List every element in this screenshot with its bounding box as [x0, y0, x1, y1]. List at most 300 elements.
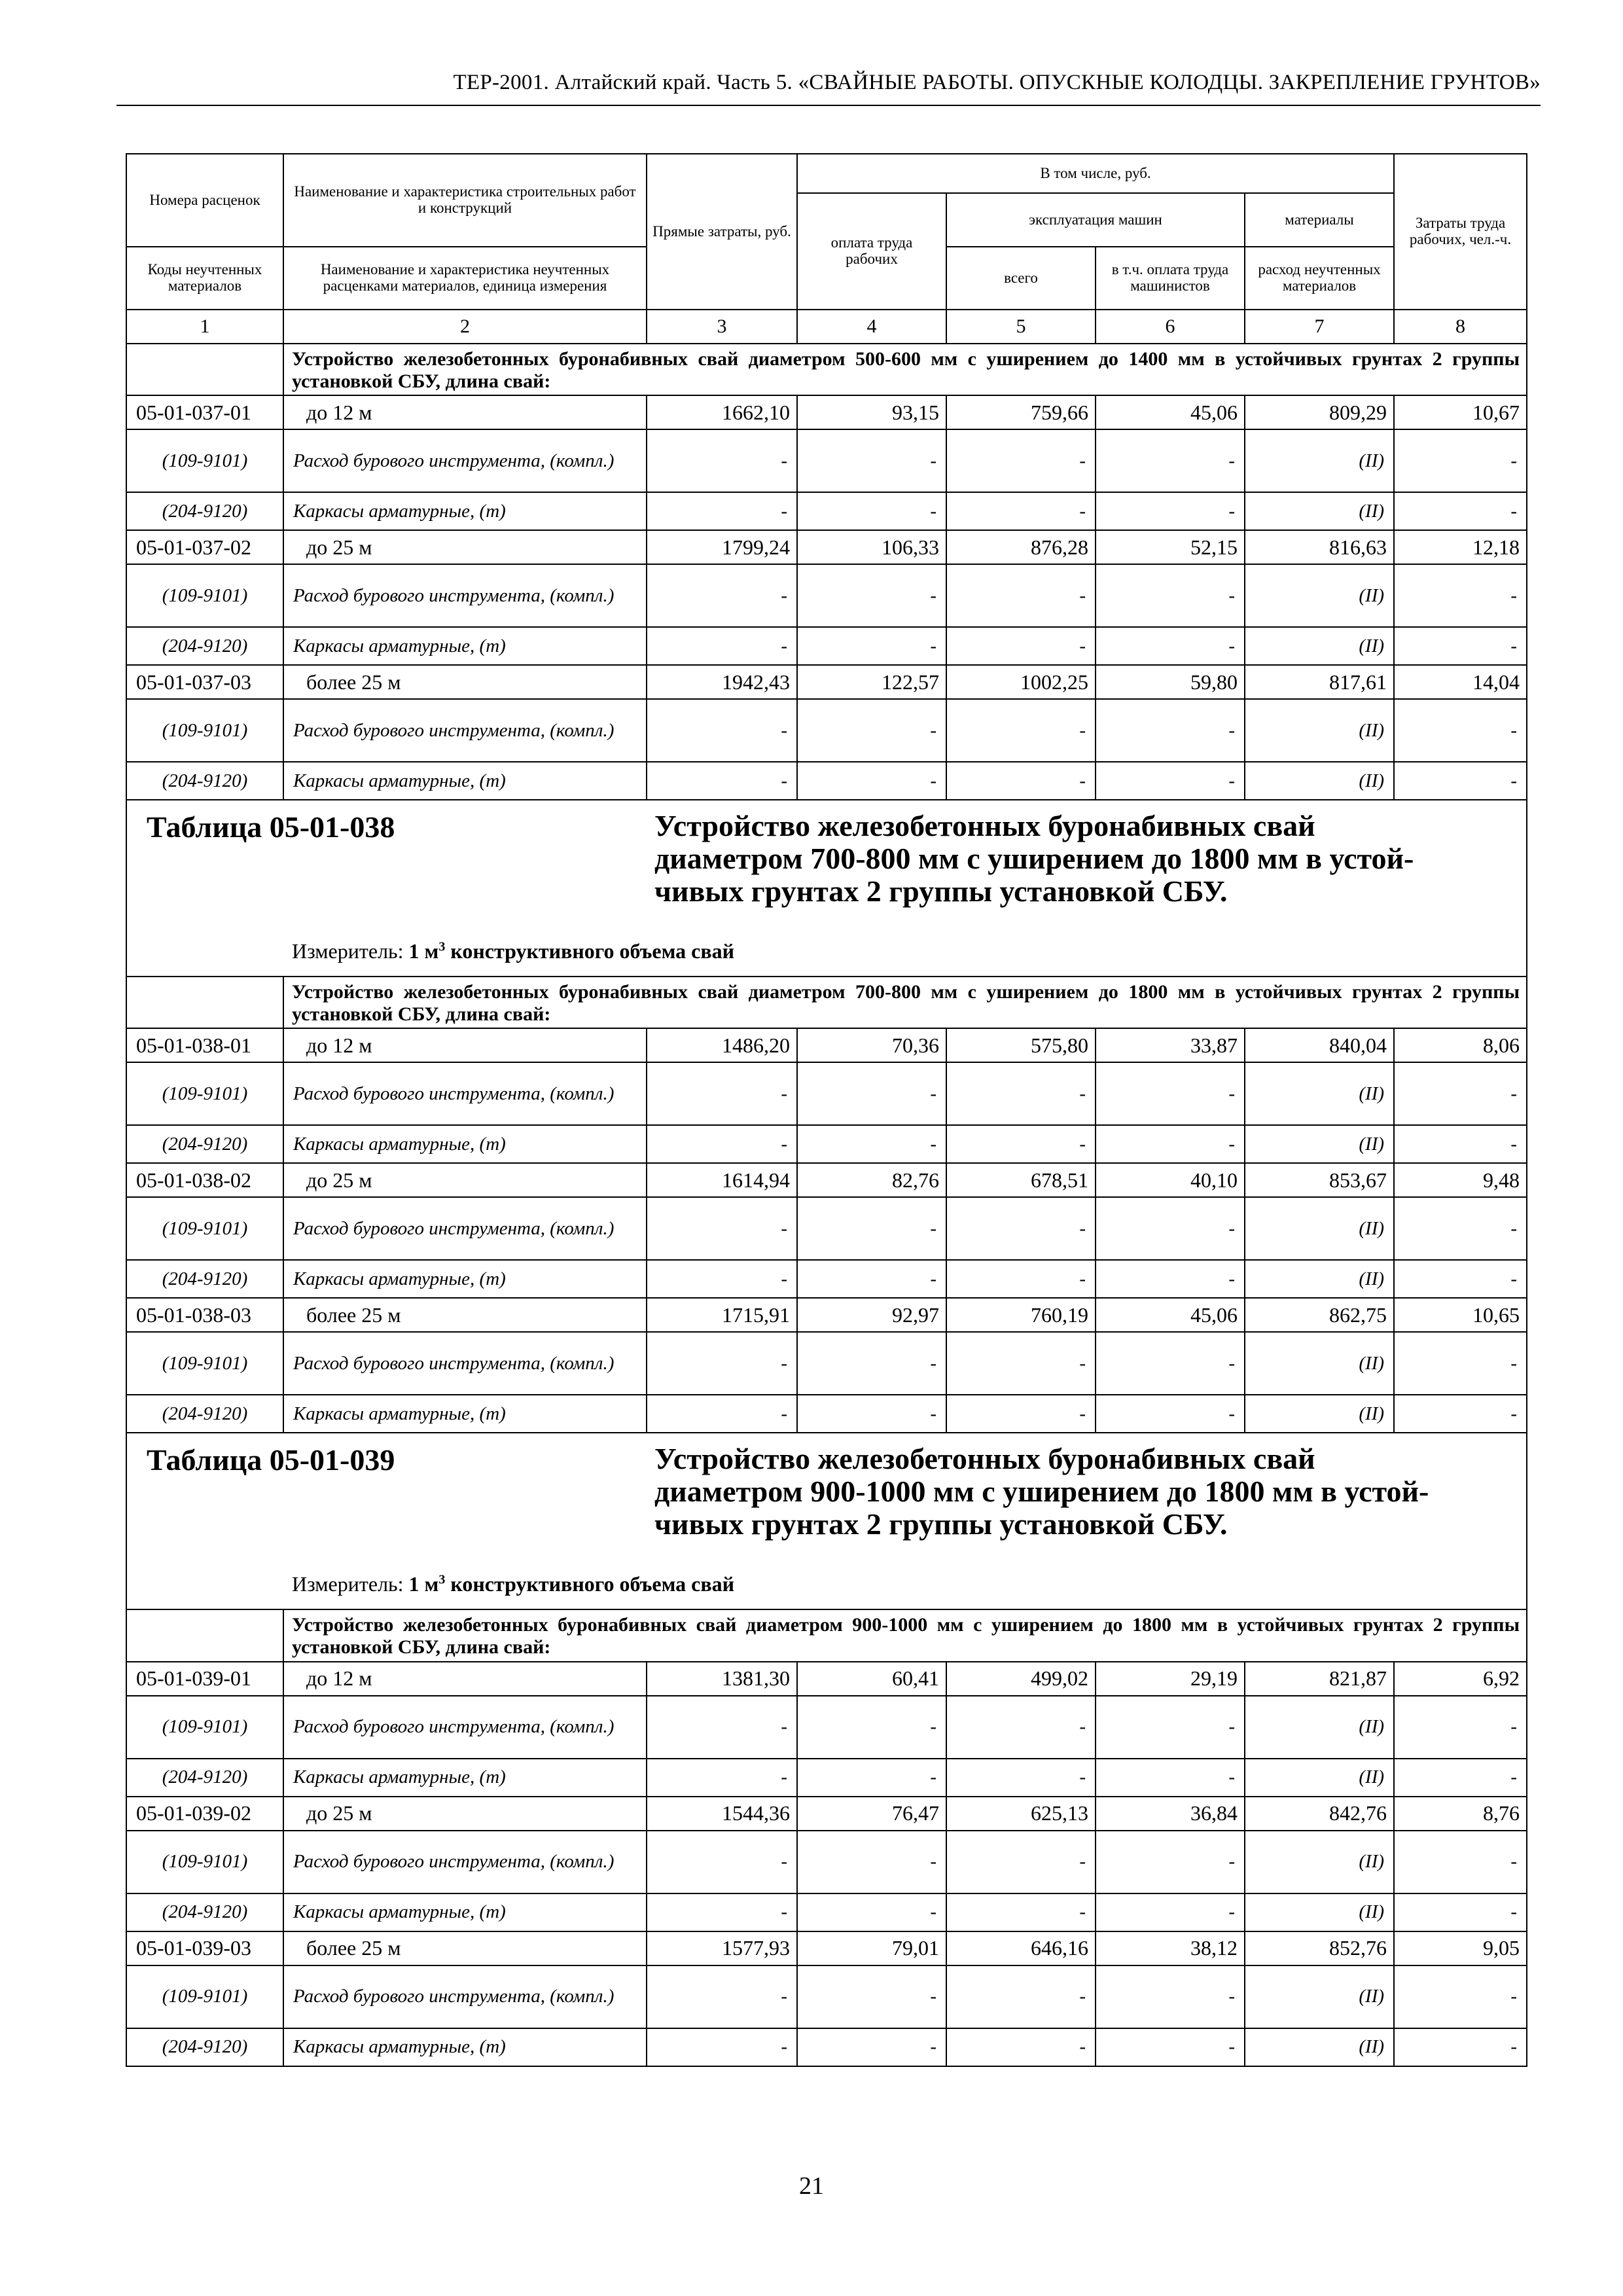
rate-code: 05-01-037-01	[126, 395, 283, 429]
empty-value: -	[946, 1332, 1096, 1395]
rate-name: более 25 м	[283, 1931, 647, 1965]
rate-value: 816,63	[1245, 530, 1394, 564]
rate-value: 10,67	[1394, 395, 1527, 429]
rate-value: 45,06	[1096, 395, 1245, 429]
material-name: Каркасы арматурные, (т)	[283, 627, 647, 665]
empty-value: -	[797, 1260, 946, 1298]
rate-value: 8,76	[1394, 1797, 1527, 1831]
material-code: (204-9120)	[126, 492, 283, 530]
empty-value: -	[1096, 429, 1245, 492]
material-row	[126, 1696, 1527, 1759]
rate-value: 52,15	[1096, 530, 1245, 564]
empty-value: -	[1096, 1332, 1245, 1395]
material-category: (II)	[1245, 627, 1394, 665]
column-number: 6	[1096, 310, 1245, 344]
material-name: Каркасы арматурные, (т)	[283, 492, 647, 530]
material-row	[126, 627, 1527, 665]
empty-value: -	[946, 1197, 1096, 1260]
rate-value: 852,76	[1245, 1931, 1394, 1965]
material-name: Расход бурового инструмента, (компл.)	[283, 1197, 647, 1260]
empty-value: -	[647, 1965, 797, 2028]
empty-value: -	[647, 1395, 797, 1433]
rate-name: более 25 м	[283, 665, 647, 699]
material-row	[126, 429, 1527, 492]
empty-value: -	[647, 699, 797, 762]
rate-value: 76,47	[797, 1797, 946, 1831]
empty-value: -	[946, 1395, 1096, 1433]
price-table	[126, 153, 1527, 2067]
section-heading-row	[126, 344, 1527, 395]
running-head: ТЕР-2001. Алтайский край. Часть 5. «СВАЙНЫЕ РАБОТЫ. ОПУСКНЫЕ КОЛОДЦЫ. ЗАКРЕПЛЕНИЕ ГРУНТОВ»	[453, 71, 1541, 94]
material-code: (109-9101)	[126, 1831, 283, 1893]
rate-value: 38,12	[1096, 1931, 1245, 1965]
material-row	[126, 1965, 1527, 2028]
rate-value: 646,16	[946, 1931, 1096, 1965]
empty-value: -	[946, 699, 1096, 762]
measure-label: Измеритель:	[292, 939, 404, 963]
rate-row	[126, 1298, 1527, 1332]
empty-value: -	[1096, 1965, 1245, 2028]
rate-value: 853,67	[1245, 1163, 1394, 1197]
empty-value: -	[1394, 2028, 1527, 2066]
empty-value: -	[797, 1831, 946, 1893]
rate-value: 40,10	[1096, 1163, 1245, 1197]
material-code: (204-9120)	[126, 1893, 283, 1931]
header-unaccounted-materials: расход неучтенных материалов	[1245, 247, 1394, 310]
empty-value: -	[647, 1831, 797, 1893]
empty-value: -	[647, 762, 797, 800]
rate-name: до 12 м	[283, 395, 647, 429]
empty-value: -	[1394, 627, 1527, 665]
empty-value: -	[1394, 1831, 1527, 1893]
material-row	[126, 1197, 1527, 1260]
empty-value: -	[797, 1332, 946, 1395]
material-name: Расход бурового инструмента, (компл.)	[283, 1965, 647, 2028]
section-heading-spacer	[126, 977, 283, 1028]
rate-value: 1544,36	[647, 1797, 797, 1831]
material-row	[126, 1125, 1527, 1163]
empty-value: -	[946, 429, 1096, 492]
table-measure	[292, 939, 734, 963]
empty-value: -	[797, 1062, 946, 1125]
material-name: Расход бурового инструмента, (компл.)	[283, 429, 647, 492]
table-heading-row	[126, 1433, 1527, 1609]
header-rate-numbers: Номера расценок	[126, 154, 283, 247]
material-category: (II)	[1245, 1893, 1394, 1931]
header-material-codes: Коды неучтенных материалов	[126, 247, 283, 310]
empty-value: -	[1096, 1062, 1245, 1125]
header-rule	[116, 105, 1541, 106]
material-row	[126, 1062, 1527, 1125]
empty-value: -	[797, 429, 946, 492]
rate-value: 1715,91	[647, 1298, 797, 1332]
rate-value: 10,65	[1394, 1298, 1527, 1332]
empty-value: -	[1096, 1759, 1245, 1797]
column-number: 2	[283, 310, 647, 344]
material-category: (II)	[1245, 1696, 1394, 1759]
material-name: Каркасы арматурные, (т)	[283, 1125, 647, 1163]
rate-value: 821,87	[1245, 1662, 1394, 1696]
rate-value: 809,29	[1245, 395, 1394, 429]
empty-value: -	[797, 1197, 946, 1260]
material-category: (II)	[1245, 762, 1394, 800]
empty-value: -	[946, 492, 1096, 530]
header-materials: материалы	[1245, 193, 1394, 247]
measure-value: 1 м	[408, 1572, 439, 1596]
material-name: Каркасы арматурные, (т)	[283, 1395, 647, 1433]
empty-value: -	[946, 564, 1096, 627]
material-name: Расход бурового инструмента, (компл.)	[283, 1332, 647, 1395]
rate-value: 1799,24	[647, 530, 797, 564]
empty-value: -	[1394, 1893, 1527, 1931]
empty-value: -	[946, 1893, 1096, 1931]
table-description: Устройство железобетонных буронабивных свай диаметром 900-1000 мм с уширением до 1800 мм в устойчивых грунтах 2 группы установкой СБУ.	[654, 1442, 1429, 1541]
column-number: 8	[1394, 310, 1527, 344]
column-number: 7	[1245, 310, 1394, 344]
measure-value: 1 м	[408, 939, 439, 963]
measure-label: Измеритель:	[292, 1572, 404, 1596]
column-number: 5	[946, 310, 1096, 344]
material-name: Расход бурового инструмента, (компл.)	[283, 1062, 647, 1125]
column-number: 4	[797, 310, 946, 344]
rate-value: 759,66	[946, 395, 1096, 429]
material-category: (II)	[1245, 1260, 1394, 1298]
material-code: (109-9101)	[126, 1696, 283, 1759]
rate-value: 575,80	[946, 1028, 1096, 1062]
rate-row	[126, 1931, 1527, 1965]
rate-value: 499,02	[946, 1662, 1096, 1696]
empty-value: -	[1096, 699, 1245, 762]
rate-value: 12,18	[1394, 530, 1527, 564]
empty-value: -	[946, 1125, 1096, 1163]
section-heading-spacer	[126, 1609, 283, 1661]
material-code: (204-9120)	[126, 1260, 283, 1298]
material-code: (109-9101)	[126, 564, 283, 627]
rate-name: более 25 м	[283, 1298, 647, 1332]
rate-value: 70,36	[797, 1028, 946, 1062]
material-row	[126, 1332, 1527, 1395]
rate-code: 05-01-039-01	[126, 1662, 283, 1696]
measure-unit	[409, 1572, 735, 1596]
header-machine-operation: эксплуатация машин	[946, 193, 1245, 247]
material-name: Расход бурового инструмента, (компл.)	[283, 1696, 647, 1759]
material-name: Каркасы арматурные, (т)	[283, 1759, 647, 1797]
header-labor-pay: оплата труда рабочих	[797, 193, 946, 310]
price-table-body	[126, 154, 1527, 2066]
empty-value: -	[647, 1332, 797, 1395]
rate-code: 05-01-038-02	[126, 1163, 283, 1197]
empty-value: -	[1096, 1197, 1245, 1260]
material-code: (109-9101)	[126, 699, 283, 762]
section-heading: Устройство железобетонных буронабивных свай диаметром 700-800 мм с уширением до 1800 мм в устойчивых грунтах 2 группы установкой СБУ, длина свай:	[283, 977, 1527, 1028]
material-category: (II)	[1245, 1831, 1394, 1893]
empty-value: -	[1096, 564, 1245, 627]
material-code: (204-9120)	[126, 1759, 283, 1797]
rate-code: 05-01-039-03	[126, 1931, 283, 1965]
empty-value: -	[1394, 1260, 1527, 1298]
rate-name: до 25 м	[283, 530, 647, 564]
rate-value: 93,15	[797, 395, 946, 429]
rate-value: 14,04	[1394, 665, 1527, 699]
section-heading-row	[126, 1609, 1527, 1661]
empty-value: -	[1394, 1125, 1527, 1163]
table-heading-row	[126, 800, 1527, 977]
empty-value: -	[647, 1893, 797, 1931]
rate-row	[126, 395, 1527, 429]
rate-name: до 25 м	[283, 1163, 647, 1197]
rate-value: 817,61	[1245, 665, 1394, 699]
measure-rest: конструктивного объема свай	[450, 1572, 735, 1596]
page-number: 21	[799, 2172, 824, 2200]
empty-value: -	[647, 1125, 797, 1163]
table-heading	[126, 1433, 1527, 1609]
empty-value: -	[1096, 762, 1245, 800]
rate-code: 05-01-038-01	[126, 1028, 283, 1062]
table-measure	[292, 1572, 734, 1596]
empty-value: -	[946, 1260, 1096, 1298]
rate-code: 05-01-037-03	[126, 665, 283, 699]
rate-row	[126, 665, 1527, 699]
rate-value: 9,05	[1394, 1931, 1527, 1965]
material-code: (109-9101)	[126, 1197, 283, 1260]
empty-value: -	[797, 564, 946, 627]
material-name: Каркасы арматурные, (т)	[283, 1893, 647, 1931]
material-name: Расход бурового инструмента, (компл.)	[283, 1831, 647, 1893]
rate-value: 8,06	[1394, 1028, 1527, 1062]
empty-value: -	[797, 1965, 946, 2028]
material-category: (II)	[1245, 1125, 1394, 1163]
material-name: Каркасы арматурные, (т)	[283, 1260, 647, 1298]
material-code: (204-9120)	[126, 2028, 283, 2066]
empty-value: -	[647, 1062, 797, 1125]
empty-value: -	[946, 1696, 1096, 1759]
rate-value: 1614,94	[647, 1163, 797, 1197]
material-code: (109-9101)	[126, 1332, 283, 1395]
material-category: (II)	[1245, 1332, 1394, 1395]
material-code: (204-9120)	[126, 627, 283, 665]
material-row	[126, 1395, 1527, 1433]
material-name: Каркасы арматурные, (т)	[283, 2028, 647, 2066]
empty-value: -	[1394, 1759, 1527, 1797]
empty-value: -	[1394, 762, 1527, 800]
table-heading	[126, 800, 1527, 977]
rate-name: до 25 м	[283, 1797, 647, 1831]
rate-row	[126, 530, 1527, 564]
rate-value: 876,28	[946, 530, 1096, 564]
empty-value: -	[946, 762, 1096, 800]
material-code: (109-9101)	[126, 1965, 283, 2028]
measure-exponent: 3	[438, 939, 446, 954]
empty-value: -	[946, 1759, 1096, 1797]
section-heading: Устройство железобетонных буронабивных свай диаметром 900-1000 мм с уширением до 1800 мм в устойчивых грунтах 2 группы установкой СБУ, длина свай:	[283, 1609, 1527, 1661]
header-work-name: Наименование и характеристика строительных работ и конструкций	[283, 154, 647, 247]
rate-value: 760,19	[946, 1298, 1096, 1332]
material-row	[126, 2028, 1527, 2066]
empty-value: -	[1394, 699, 1527, 762]
rate-value: 9,48	[1394, 1163, 1527, 1197]
empty-value: -	[647, 1260, 797, 1298]
header-row-1	[126, 154, 1527, 193]
section-heading-spacer	[126, 344, 283, 395]
empty-value: -	[797, 1696, 946, 1759]
material-row	[126, 492, 1527, 530]
material-category: (II)	[1245, 699, 1394, 762]
rate-value: 122,57	[797, 665, 946, 699]
header-machinists-pay: в т.ч. оплата труда машинистов	[1096, 247, 1245, 310]
table-title: Таблица 05-01-039	[147, 1443, 395, 1477]
material-name: Расход бурового инструмента, (компл.)	[283, 564, 647, 627]
empty-value: -	[1096, 1893, 1245, 1931]
empty-value: -	[797, 627, 946, 665]
rate-value: 1381,30	[647, 1662, 797, 1696]
rate-name: до 12 м	[283, 1028, 647, 1062]
material-category: (II)	[1245, 564, 1394, 627]
rate-row	[126, 1662, 1527, 1696]
section-heading: Устройство железобетонных буронабивных свай диаметром 500-600 мм с уширением до 1400 мм в устойчивых грунтах 2 группы установкой СБУ, длина свай:	[283, 344, 1527, 395]
empty-value: -	[1096, 1831, 1245, 1893]
material-row	[126, 699, 1527, 762]
empty-value: -	[1096, 1260, 1245, 1298]
empty-value: -	[946, 627, 1096, 665]
header-direct-costs: Прямые затраты, руб.	[647, 154, 797, 310]
column-numbers-row	[126, 310, 1527, 344]
material-row	[126, 564, 1527, 627]
rate-code: 05-01-038-03	[126, 1298, 283, 1332]
material-row	[126, 1759, 1527, 1797]
rate-value: 6,92	[1394, 1662, 1527, 1696]
empty-value: -	[647, 1197, 797, 1260]
empty-value: -	[1096, 1395, 1245, 1433]
material-name: Каркасы арматурные, (т)	[283, 762, 647, 800]
header-material-names: Наименование и характеристика неучтенных расценками материалов, единица измерения	[283, 247, 647, 310]
rate-value: 106,33	[797, 530, 946, 564]
empty-value: -	[1394, 1965, 1527, 2028]
header-total: всего	[946, 247, 1096, 310]
material-category: (II)	[1245, 1062, 1394, 1125]
empty-value: -	[797, 1125, 946, 1163]
empty-value: -	[647, 627, 797, 665]
rate-value: 678,51	[946, 1163, 1096, 1197]
section-heading-row	[126, 977, 1527, 1028]
empty-value: -	[797, 1893, 946, 1931]
material-category: (II)	[1245, 492, 1394, 530]
material-category: (II)	[1245, 2028, 1394, 2066]
material-category: (II)	[1245, 1759, 1394, 1797]
measure-rest: конструктивного объема свай	[450, 939, 735, 963]
empty-value: -	[1096, 1696, 1245, 1759]
empty-value: -	[1394, 1696, 1527, 1759]
material-name: Расход бурового инструмента, (компл.)	[283, 699, 647, 762]
measure-unit	[409, 939, 735, 963]
empty-value: -	[1096, 627, 1245, 665]
material-code: (109-9101)	[126, 1062, 283, 1125]
rate-value: 1577,93	[647, 1931, 797, 1965]
rate-value: 1486,20	[647, 1028, 797, 1062]
header-labor-hours: Затраты труда рабочих, чел.-ч.	[1394, 154, 1527, 310]
empty-value: -	[1394, 1332, 1527, 1395]
empty-value: -	[1096, 1125, 1245, 1163]
empty-value: -	[647, 1759, 797, 1797]
column-number: 1	[126, 310, 283, 344]
empty-value: -	[1394, 564, 1527, 627]
rate-value: 82,76	[797, 1163, 946, 1197]
empty-value: -	[946, 1831, 1096, 1893]
rate-value: 1942,43	[647, 665, 797, 699]
empty-value: -	[647, 492, 797, 530]
empty-value: -	[1394, 1197, 1527, 1260]
rate-row	[126, 1163, 1527, 1197]
empty-value: -	[1394, 1395, 1527, 1433]
rate-row	[126, 1797, 1527, 1831]
rate-value: 92,97	[797, 1298, 946, 1332]
empty-value: -	[647, 1696, 797, 1759]
rate-code: 05-01-037-02	[126, 530, 283, 564]
rate-value: 842,76	[1245, 1797, 1394, 1831]
rate-value: 625,13	[946, 1797, 1096, 1831]
empty-value: -	[797, 1759, 946, 1797]
table-description: Устройство железобетонных буронабивных свай диаметром 700-800 мм с уширением до 1800 мм в устойчивых грунтах 2 группы установкой СБУ.	[654, 809, 1414, 908]
measure-exponent: 3	[438, 1572, 446, 1587]
rate-value: 59,80	[1096, 665, 1245, 699]
rate-value: 1662,10	[647, 395, 797, 429]
material-category: (II)	[1245, 1965, 1394, 2028]
material-category: (II)	[1245, 429, 1394, 492]
column-number: 3	[647, 310, 797, 344]
rate-value: 840,04	[1245, 1028, 1394, 1062]
material-code: (109-9101)	[126, 429, 283, 492]
header-including: В том числе, руб.	[797, 154, 1394, 193]
empty-value: -	[647, 564, 797, 627]
empty-value: -	[797, 2028, 946, 2066]
rate-value: 862,75	[1245, 1298, 1394, 1332]
empty-value: -	[1394, 492, 1527, 530]
rate-value: 1002,25	[946, 665, 1096, 699]
rate-code: 05-01-039-02	[126, 1797, 283, 1831]
material-category: (II)	[1245, 1197, 1394, 1260]
empty-value: -	[797, 762, 946, 800]
material-row	[126, 1260, 1527, 1298]
table-title: Таблица 05-01-038	[147, 810, 395, 844]
empty-value: -	[1096, 492, 1245, 530]
empty-value: -	[1096, 2028, 1245, 2066]
empty-value: -	[797, 1395, 946, 1433]
rate-value: 60,41	[797, 1662, 946, 1696]
material-row	[126, 1893, 1527, 1931]
rate-value: 29,19	[1096, 1662, 1245, 1696]
empty-value: -	[946, 1062, 1096, 1125]
rate-row	[126, 1028, 1527, 1062]
rate-value: 33,87	[1096, 1028, 1245, 1062]
empty-value: -	[797, 492, 946, 530]
rate-value: 45,06	[1096, 1298, 1245, 1332]
material-row	[126, 1831, 1527, 1893]
material-code: (204-9120)	[126, 762, 283, 800]
rate-value: 36,84	[1096, 1797, 1245, 1831]
empty-value: -	[647, 429, 797, 492]
empty-value: -	[1394, 429, 1527, 492]
rate-name: до 12 м	[283, 1662, 647, 1696]
material-code: (204-9120)	[126, 1125, 283, 1163]
empty-value: -	[797, 699, 946, 762]
material-row	[126, 762, 1527, 800]
empty-value: -	[946, 1965, 1096, 2028]
empty-value: -	[946, 2028, 1096, 2066]
empty-value: -	[647, 2028, 797, 2066]
empty-value: -	[1394, 1062, 1527, 1125]
material-category: (II)	[1245, 1395, 1394, 1433]
material-code: (204-9120)	[126, 1395, 283, 1433]
rate-value: 79,01	[797, 1931, 946, 1965]
